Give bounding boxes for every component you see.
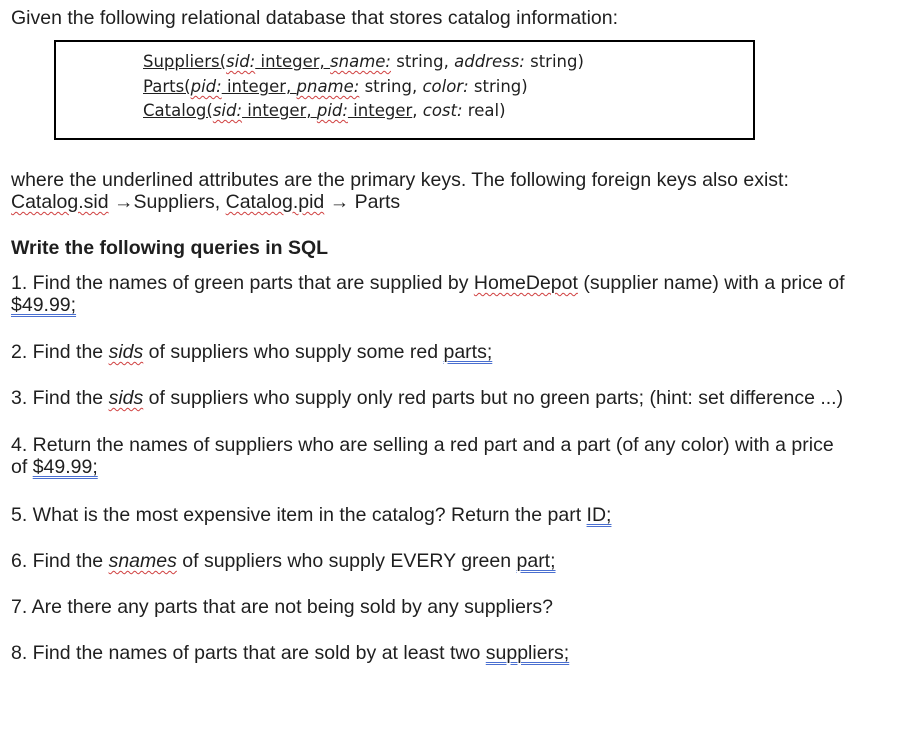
schema-catalog-sid-type: integer, bbox=[242, 101, 317, 120]
schema-suppliers-table: Suppliers( bbox=[143, 52, 227, 71]
question-8 bbox=[11, 642, 569, 664]
q8-text-a: 8. Find the names of parts that are sold by at least two bbox=[11, 642, 486, 664]
schema-parts-pname-type: string, bbox=[359, 77, 423, 96]
q1-text-c: (supplier name) with a price of bbox=[577, 272, 845, 294]
fk2-target: Parts bbox=[354, 191, 401, 213]
schema-parts-pname: pname: bbox=[296, 77, 360, 96]
schema-suppliers-sname-type: string, bbox=[391, 52, 455, 71]
intro-text: Given the following relational database that stores catalog information: bbox=[11, 7, 619, 29]
fk1-source: Catalog.sid bbox=[11, 191, 109, 213]
q1-text-a: 1. Find the names of green parts that are supplied by bbox=[11, 272, 474, 294]
fk1-target: Suppliers, bbox=[133, 191, 221, 213]
question-7: 7. Are there any parts that are not being sold by any suppliers? bbox=[11, 596, 554, 618]
q3-text-c: of suppliers who supply only red parts but no green parts; (hint: set difference ...) bbox=[143, 387, 844, 409]
fk2-arrow-icon: → bbox=[329, 191, 350, 213]
schema-suppliers-address: address: bbox=[454, 52, 525, 71]
q4-text-a: 4. Return the names of suppliers who are selling a red part and a part (of any color) with a price bbox=[11, 434, 834, 456]
schema-box bbox=[54, 40, 755, 140]
schema-suppliers-sid: sid: bbox=[226, 52, 256, 71]
schema-catalog-cost: cost: bbox=[422, 101, 463, 120]
fk1-arrow-icon: → bbox=[113, 191, 134, 213]
question-5 bbox=[11, 504, 611, 526]
q4-price: $49.99; bbox=[32, 456, 98, 478]
fk2-source: Catalog.pid bbox=[225, 191, 325, 213]
q3-text-a: 3. Find the bbox=[11, 387, 109, 409]
keys-note: where the underlined attributes are the primary keys. The following foreign keys also exist: bbox=[11, 169, 789, 191]
schema-parts-pid-type: integer, bbox=[221, 77, 297, 96]
foreign-keys-line bbox=[11, 191, 400, 213]
schema-catalog-table: Catalog( bbox=[143, 101, 213, 120]
schema-suppliers-sid-type: integer, bbox=[255, 52, 331, 71]
q5-id: ID; bbox=[586, 504, 612, 526]
question-6 bbox=[11, 550, 556, 572]
schema-catalog-pid-type: integer bbox=[347, 101, 413, 120]
schema-suppliers-address-type: string) bbox=[524, 52, 584, 71]
schema-parts-pid: pid: bbox=[190, 77, 222, 96]
q2-sids: sids bbox=[108, 341, 144, 363]
schema-parts bbox=[143, 76, 528, 98]
question-3 bbox=[11, 387, 843, 409]
q6-part: part; bbox=[516, 550, 556, 572]
question-1 bbox=[11, 272, 881, 316]
q1-price: $49.99; bbox=[11, 294, 77, 316]
q1-supplier: HomeDepot bbox=[473, 272, 578, 294]
q2-parts: parts; bbox=[443, 341, 493, 363]
schema-suppliers bbox=[143, 51, 584, 73]
q6-snames: snames bbox=[108, 550, 177, 572]
q5-text-a: 5. What is the most expensive item in the catalog? Return the part bbox=[11, 504, 587, 526]
schema-parts-color-type: string) bbox=[468, 77, 528, 96]
schema-catalog-cost-type: real) bbox=[462, 101, 506, 120]
question-2 bbox=[11, 341, 492, 363]
q6-text-c: of suppliers who supply EVERY green bbox=[176, 550, 517, 572]
schema-suppliers-sname: sname: bbox=[330, 52, 391, 71]
section-heading: Write the following queries in SQL bbox=[11, 237, 329, 259]
question-4 bbox=[11, 434, 881, 478]
schema-parts-color: color: bbox=[422, 77, 469, 96]
q3-sids: sids bbox=[108, 387, 144, 409]
q4-text-b: of bbox=[11, 456, 33, 478]
q8-suppliers: suppliers; bbox=[485, 642, 570, 664]
schema-catalog-sid: sid: bbox=[212, 101, 243, 120]
schema-catalog-pid: pid: bbox=[316, 101, 348, 120]
schema-catalog: Catalog(sid: integer, pid: integer, cost: real) bbox=[143, 101, 506, 120]
q2-text-a: 2. Find the bbox=[11, 341, 109, 363]
q2-text-c: of suppliers who supply some red bbox=[143, 341, 444, 363]
schema-parts-table: Parts( bbox=[143, 77, 191, 96]
q6-text-a: 6. Find the bbox=[11, 550, 109, 572]
